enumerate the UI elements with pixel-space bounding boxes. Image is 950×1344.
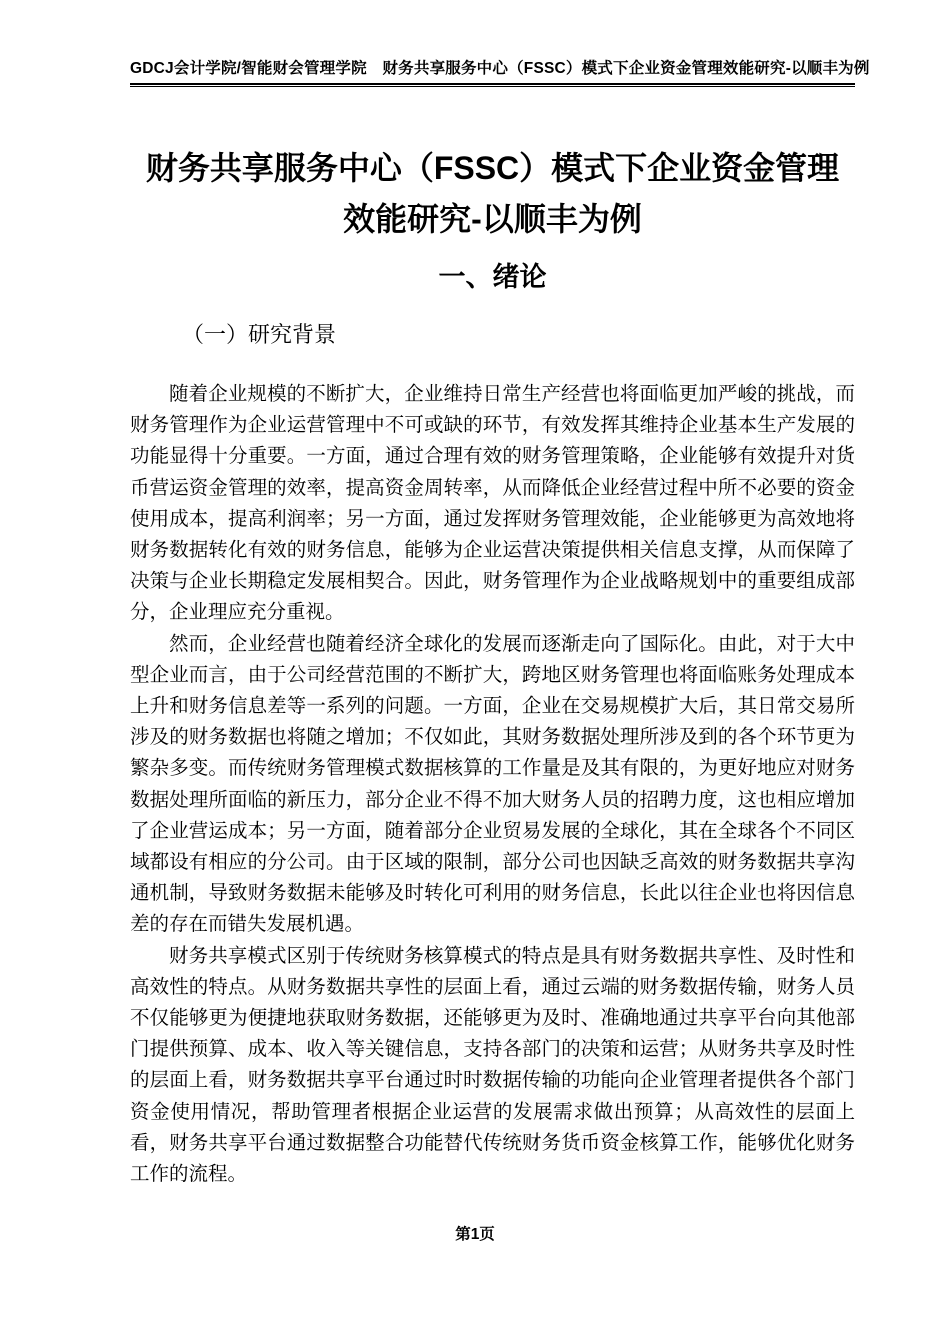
body-paragraph: 财务共享模式区别于传统财务核算模式的特点是具有财务数据共享性、及时性和高效性的特点。从财务数据共享性的层面上看，通过云端的财务数据传输，财务人员不仅能够更为便捷地获取财务数据，还能够更为及时、准确地通过共享平台向其他部门提供预算、成本、收入等关键信息，支持各部门的决策和运营；从财务共享及时性的层面上看，财务数据共享平台通过时时数据传输的功能向企业管理者提供各个部门资金使用情况，帮助管理者根据企业运营的发展需求做出预算；从高效性的层面上看，财务共享平台通过数据整合功能替代传统财务货币资金核算工作，能够优化财务工作的流程。 bbox=[130, 945, 855, 1186]
chapter-heading: 一、绪论 bbox=[438, 262, 547, 292]
running-header: GDCJ会计学院/智能财会管理学院 财务共享服务中心（FSSC）模式下企业资金管理效能研究-以顺丰为例 bbox=[130, 58, 855, 85]
document-title: 财务共享服务中心（FSSC）模式下企业资金管理效能研究-以顺丰为例 bbox=[145, 150, 840, 237]
subsection-heading: （一）研究背景 bbox=[182, 322, 337, 347]
body-paragraph: 然而，企业经营也随着经济全球化的发展而逐渐走向了国际化。由此，对于大中型企业而言，由于公司经营范围的不断扩大，跨地区财务管理也将面临账务处理成本上升和财务信息差等一系列的问题。一方面，企业在交易规模扩大后，其日常交易所涉及的财务数据也将随之增加；不仅如此，其财务数据处理所涉及到的各个环节更为繁杂多变。而传统财务管理模式数据核算的工作量是及其有限的，为更好地应对财务数据处理所面临的新压力，部分企业不得不加大财务人员的招聘力度，这也相应增加了企业营运成本；另一方面，随着部分企业贸易发展的全球化，其在全球各个不同区域都设有相应的分公司。由于区域的限制，部分公司也因缺乏高效的财务数据共享沟通机制，导致财务数据未能够及时转化可利用的财务信息，长此以往企业也将因信息差的存在而错失发展机遇。 bbox=[130, 633, 855, 936]
header-rule bbox=[130, 85, 855, 87]
body-text bbox=[130, 379, 855, 1190]
body-paragraph: 随着企业规模的不断扩大，企业维持日常生产经营也将面临更加严峻的挑战，而财务管理作为企业运营管理中不可或缺的环节，有效发挥其维持企业基本生产发展的功能显得十分重要。一方面，通过合理有效的财务管理策略，企业能够有效提升对货币营运资金管理的效率，提高资金周转率，从而降低企业经营过程中所不必要的资金使用成本，提高利润率；另一方面，通过发挥财务管理效能，企业能够更为高效地将财务数据转化有效的财务信息，能够为企业运营决策提供相关信息支撑，从而保障了决策与企业长期稳定发展相契合。因此，财务管理作为企业战略规划中的重要组成部分，企业理应充分重视。 bbox=[130, 384, 855, 624]
page-number: 第1页 bbox=[455, 1226, 495, 1243]
